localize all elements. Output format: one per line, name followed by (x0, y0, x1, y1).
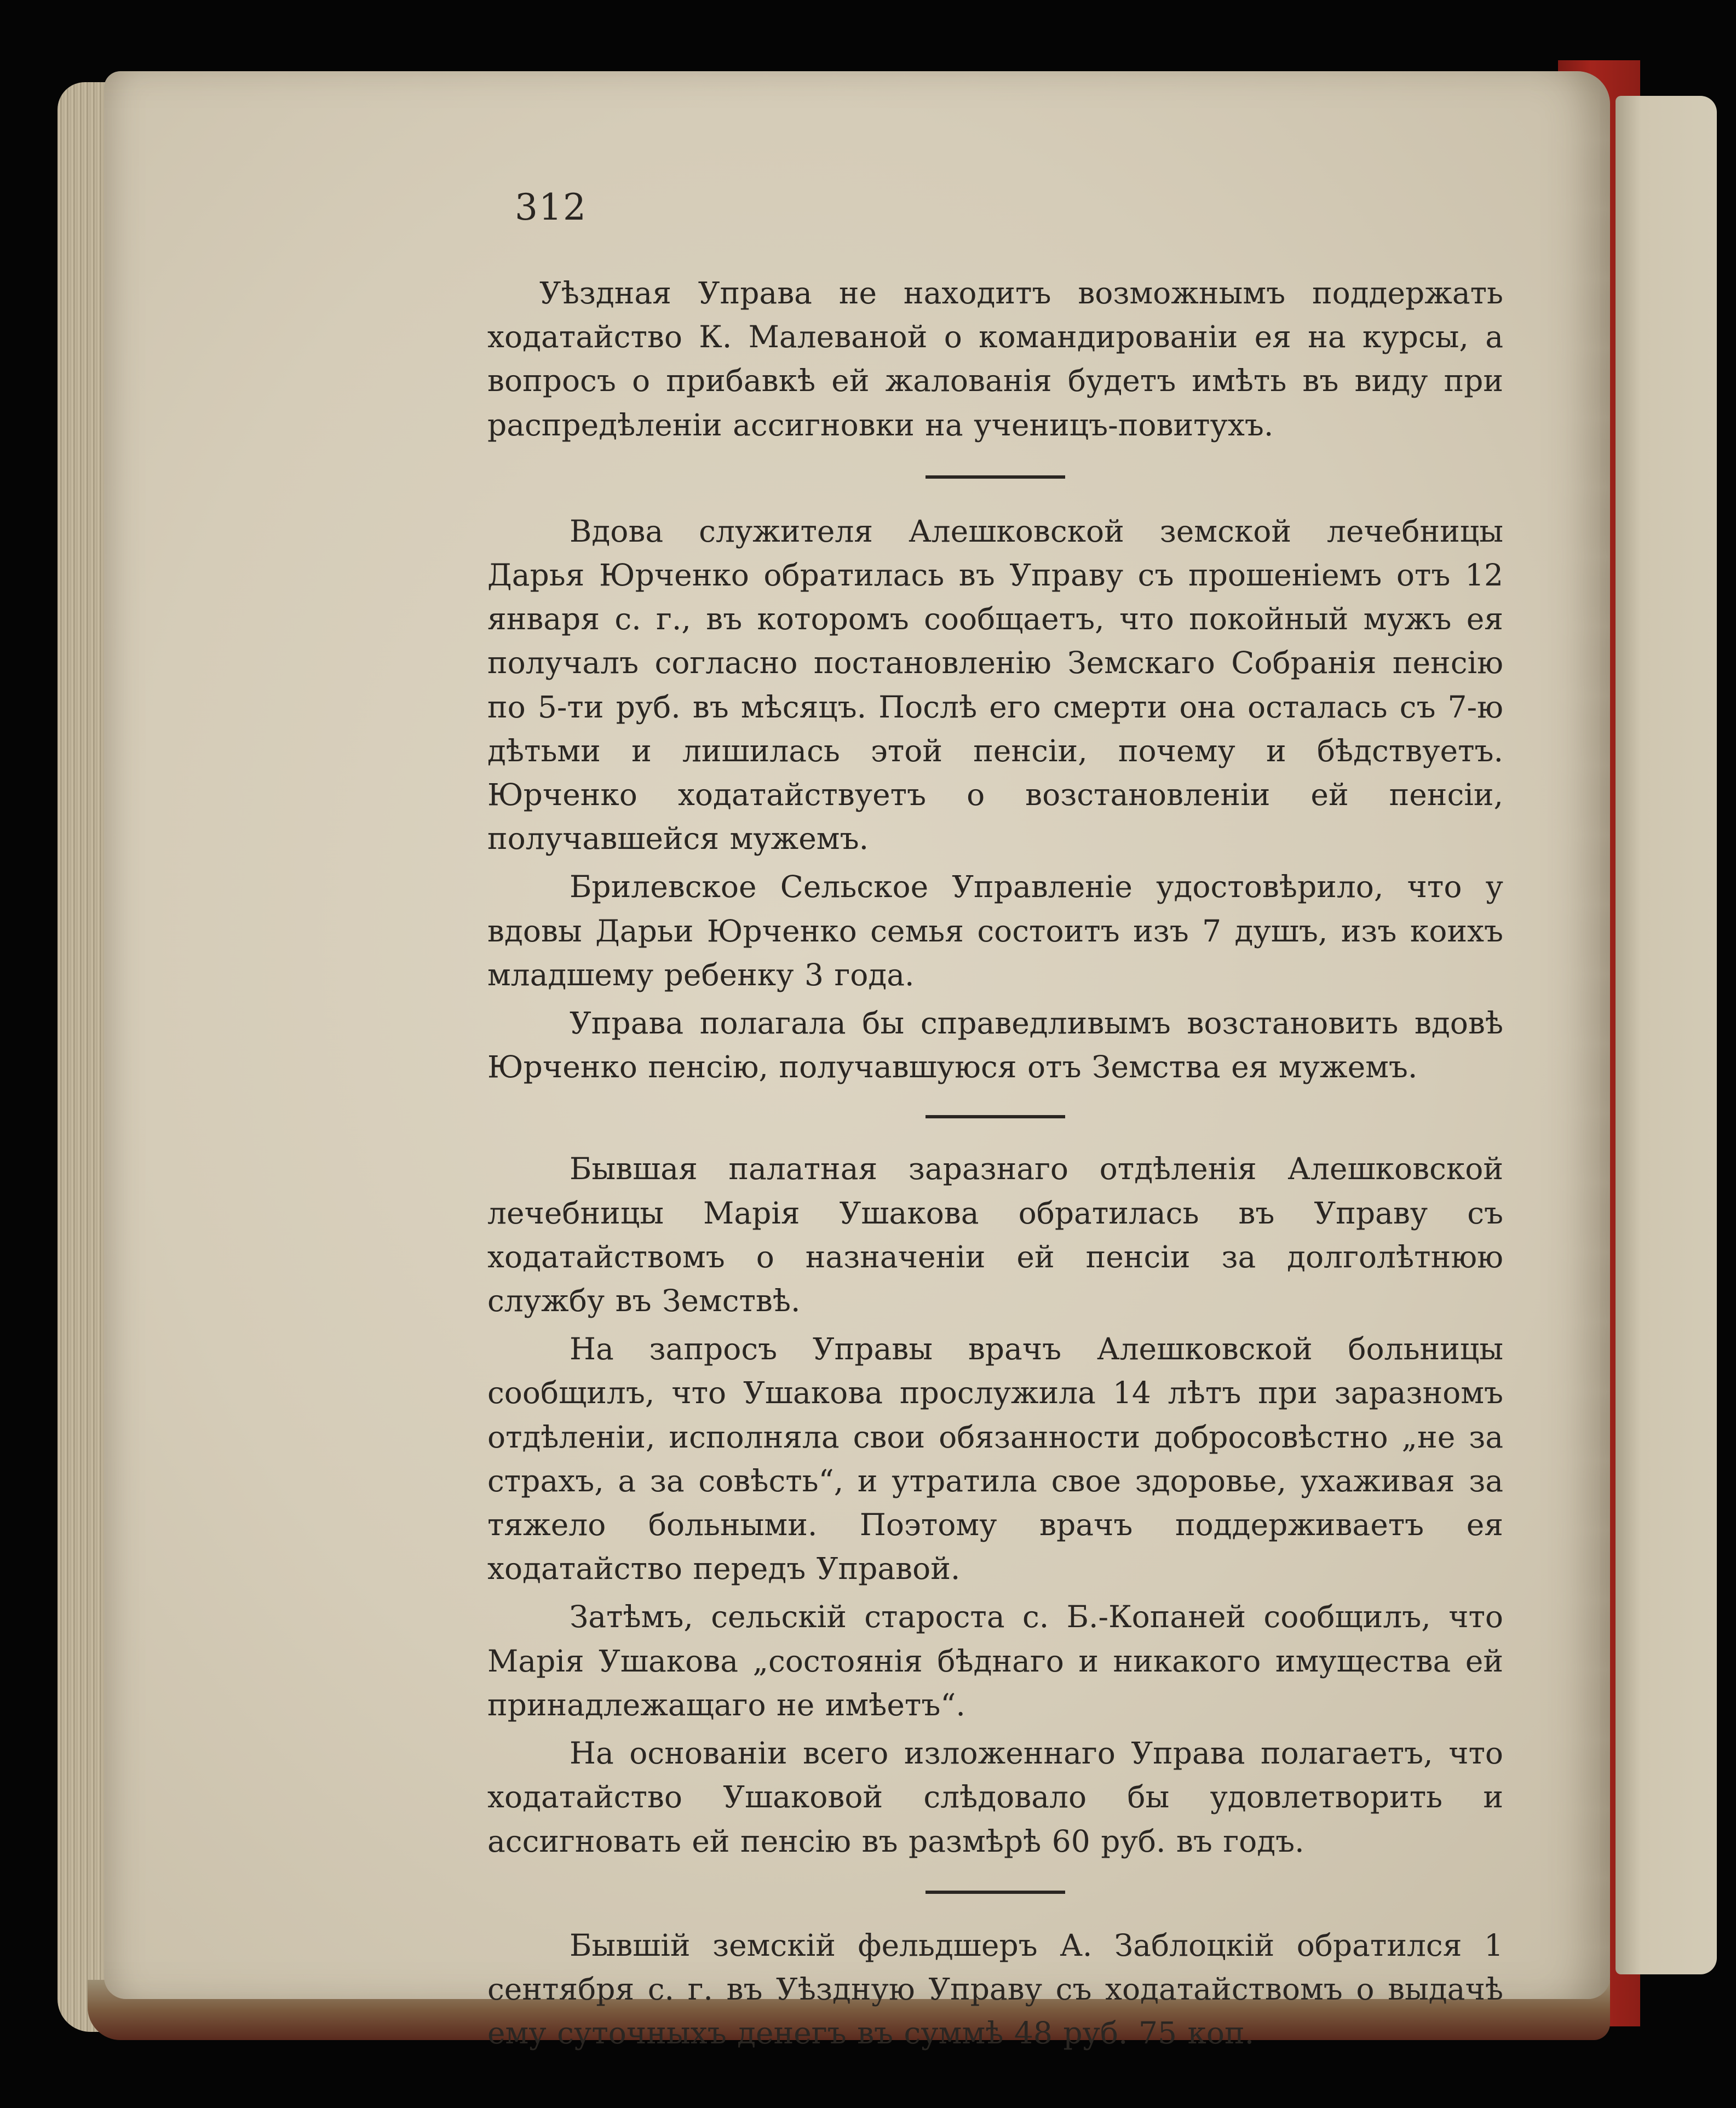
paragraph: Затѣмъ, сельскій староста с. Б.-Копаней сообщилъ, что Марія Ушакова „состоянія бѣднаго и никакого имущества ей принадлежащаго не имѣетъ“. (487, 1599, 1503, 1722)
next-page-edge (1616, 96, 1717, 1974)
page-text (487, 181, 1503, 2055)
paragraph: Брилевское Сельское Управленіе удостовѣрило, что у вдовы Дарьи Юрченко семья состоитъ изъ 7 душъ, изъ коихъ младшему ребенку 3 года. (487, 869, 1503, 992)
paragraph: Вдова служителя Алешковской земской лечебницы Дарья Юрченко обратилась въ Управу съ прошеніемъ отъ 12 января с. г., въ которомъ сообщаетъ, что покойный мужъ ея получалъ согласно постановленію Земскаго Собранія пенсію по 5-ти руб. въ мѣсяцъ. Послѣ его смерти она осталась съ 7-ю дѣтьми и лишилась этой пенсіи, почему и бѣдствуетъ. Юрченко ходатайствуетъ о возстановленіи ей пенсіи, получавшейся мужемъ. (487, 513, 1503, 857)
paragraph: На основаніи всего изложеннаго Управа полагаетъ, что ходатайство Ушаковой слѣдовало бы удовлетворить и ассигновать ей пенсію въ размѣрѣ 60 руб. въ годъ. (487, 1736, 1503, 1859)
paragraph: Бывшая палатная заразнаго отдѣленія Алешковской лечебницы Марія Ушакова обратилась въ Управу съ ходатайствомъ о назначеніи ей пенсіи за долголѣтнюю службу въ Земствѣ. (487, 1151, 1503, 1319)
header-gap (487, 181, 1503, 271)
paragraph: Бывшій земскій фельдшеръ А. Заблоцкій обратился 1 сентября с. г. въ Уѣздную Управу съ ходатайствомъ о выдачѣ ему суточныхъ денегъ въ суммѣ 48 руб. 75 коп. (487, 1927, 1503, 2051)
paragraph: Уѣздная Управа не находитъ возможнымъ поддержать ходатайство К. Малеваной о командированіи ея на курсы, а вопросъ о прибавкѣ ей жалованія будетъ имѣть въ виду при распредѣленіи ассигновки на ученицъ-повитухъ. (487, 275, 1503, 443)
paragraph: Управа полагала бы справедливымъ возстановить вдовѣ Юрченко пенсію, получавшуюся отъ Земства ея мужемъ. (487, 1006, 1503, 1085)
page-number: 312 (515, 186, 587, 228)
paragraph: На запросъ Управы врачъ Алешковской больницы сообщилъ, что Ушакова прослужила 14 лѣтъ при заразномъ отдѣленіи, исполняла свои обязанности добросовѣстно „не за страхъ, а за совѣсть“, и утратила свое здоровье, ухаживая за тяжело больными. Поэтому врачъ поддерживаетъ ея ходатайство передъ Управой. (487, 1331, 1503, 1587)
